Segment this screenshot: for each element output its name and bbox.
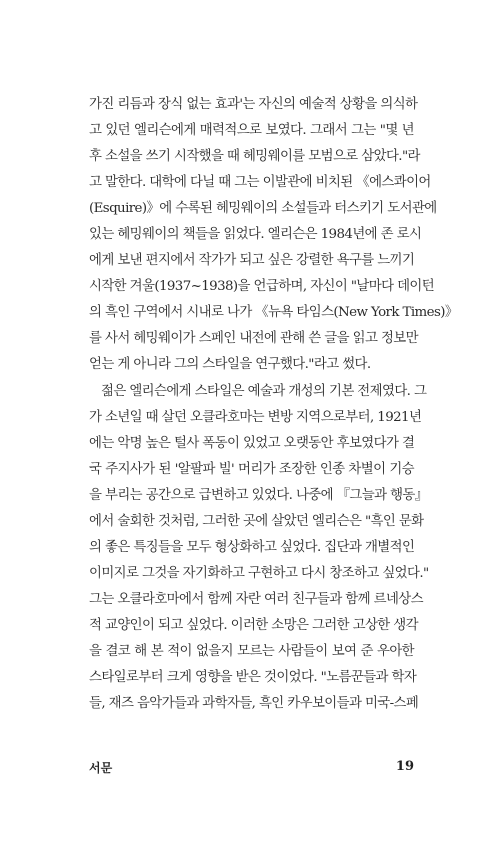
- text-line: 의 좋은 특징들을 모두 형상화하고 싶었다. 집단과 개별적인: [89, 540, 415, 555]
- text-line: 을 부리는 공간으로 급변하고 있었다. 나중에 『그늘과 행동』: [89, 488, 428, 503]
- running-footer-section: 서문: [89, 761, 113, 775]
- text-line: 에서 술회한 것처럼, 그러한 곳에 살았던 엘리슨은 "흑인 문화: [89, 514, 424, 529]
- text-line: 젊은 엘리슨에게 스타일은 예술과 개성의 기본 전제였다. 그: [101, 384, 427, 399]
- text-line: 시작한 겨울(1937~1938)을 언급하며, 자신이 "날마다 데이턴: [89, 279, 435, 294]
- text-line: 얻는 게 아니라 그의 스타일을 연구했다."라고 썼다.: [89, 357, 371, 372]
- text-line: 그는 오클라호마에서 함께 자란 여러 친구들과 함께 르네상스: [89, 592, 423, 607]
- text-line: 후 소설을 쓰기 시작했을 때 헤밍웨이를 모범으로 삼았다."라: [89, 149, 420, 164]
- text-line: 고 있던 엘리슨에게 매력적으로 보였다. 그래서 그는 "몇 년: [89, 123, 414, 138]
- text-line: 국 주지사가 된 '알팔파 빌' 머리가 조장한 인종 차별이 기승: [89, 462, 414, 477]
- text-line: 의 흑인 구역에서 시내로 나가 《뉴욕 타임스(New York Times)》: [89, 305, 458, 320]
- text-line: 에는 악명 높은 털사 폭동이 있었고 오랫동안 후보였다가 결: [89, 436, 415, 451]
- text-line: 스타일로부터 크게 영향을 받은 것이었다. "노름꾼들과 학자: [89, 670, 417, 685]
- text-line: 를 사서 헤밍웨이가 스페인 내전에 관해 쓴 글을 읽고 정보만: [89, 331, 418, 346]
- text-line: 들, 재즈 음악가들과 과학자들, 흑인 카우보이들과 미국-스페: [89, 696, 419, 711]
- text-line: 을 결코 해 본 적이 없을지 모르는 사람들이 보여 준 우아한: [89, 644, 414, 659]
- text-line: 가진 리듬과 장식 없는 효과'는 자신의 예술적 상황을 의식하: [89, 97, 418, 112]
- text-line: 고 말한다. 대학에 다닐 때 그는 이발관에 비치된 《에스콰이어: [89, 175, 431, 190]
- text-line: 있는 헤밍웨이의 책들을 읽었다. 엘리슨은 1984년에 존 로시: [89, 227, 422, 242]
- text-line: 이미지로 그것을 자기화하고 구현하고 다시 창조하고 싶었다.": [89, 566, 429, 581]
- text-line: 가 소년일 때 살던 오클라호마는 변방 지역으로부터, 1921년: [89, 410, 422, 425]
- text-line: (Esquire)》에 수록된 헤밍웨이의 소설들과 터스키기 도서관에: [89, 201, 437, 216]
- page-number: 19: [395, 759, 414, 774]
- text-line: 적 교양인이 되고 싶었다. 이러한 소망은 그러한 고상한 생각: [89, 618, 418, 633]
- text-line: 에게 보낸 편지에서 작가가 되고 싶은 강렬한 욕구를 느끼기: [89, 253, 415, 268]
